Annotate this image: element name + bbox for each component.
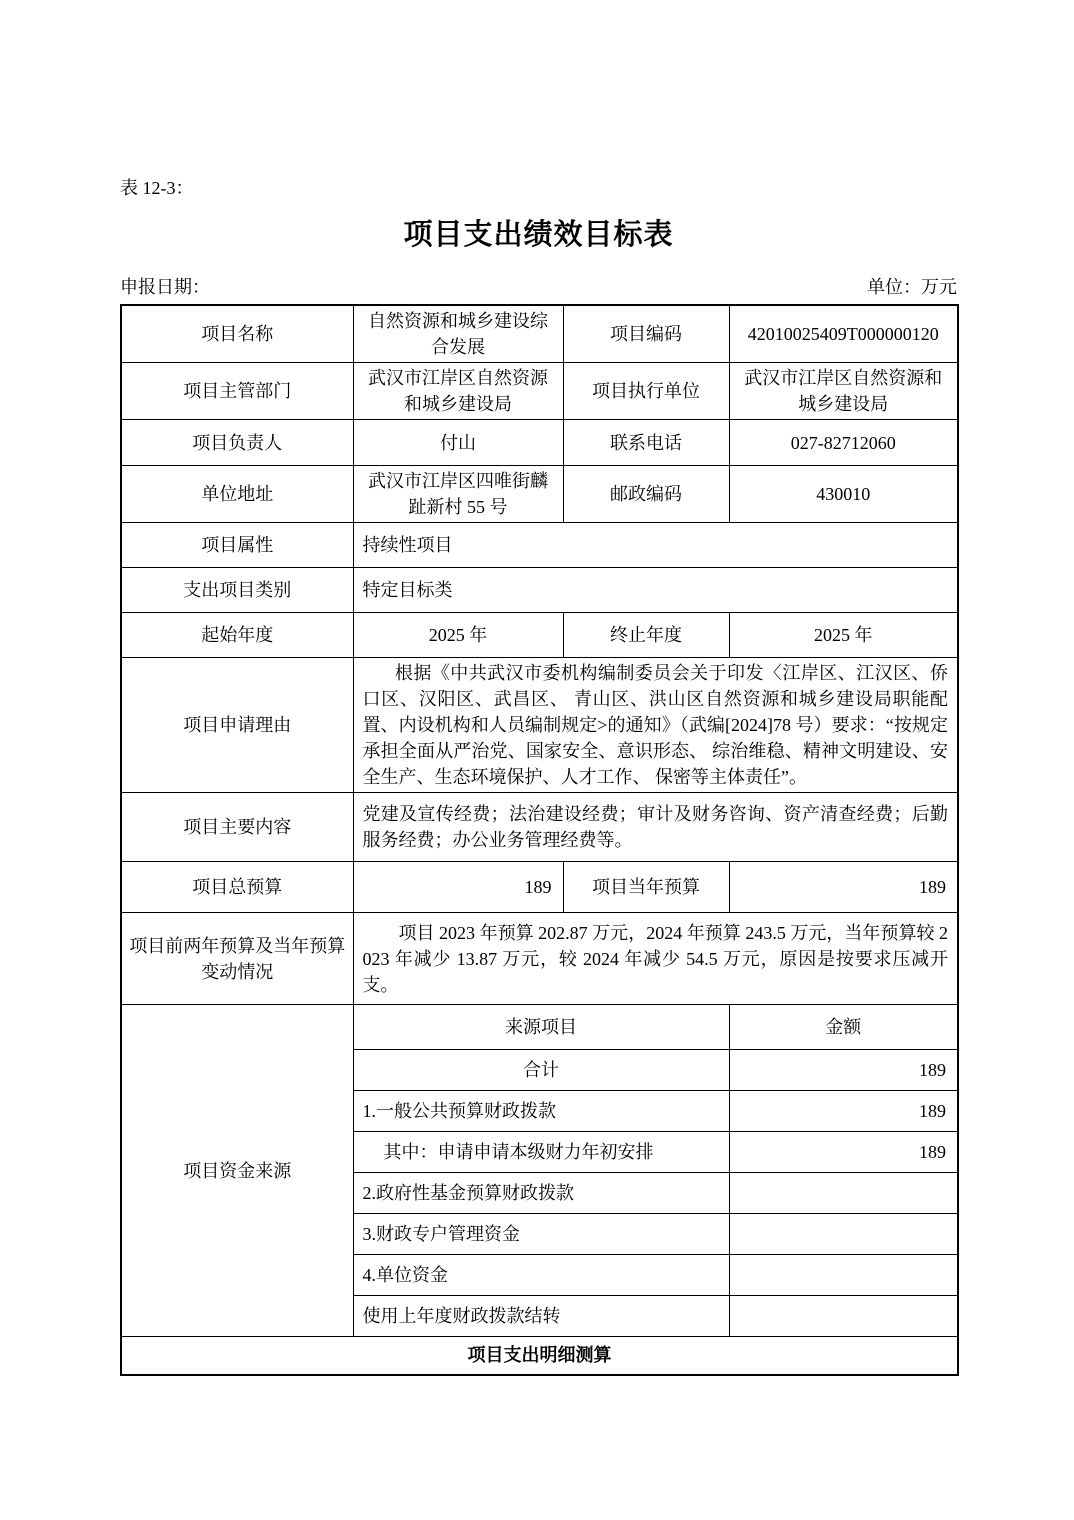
exec-unit-value: 武汉市江岸区自然资源和城乡建设局 bbox=[729, 363, 958, 420]
content-label: 项目主要内容 bbox=[121, 793, 353, 862]
table-row bbox=[121, 1005, 958, 1050]
phone-value: 027-82712060 bbox=[729, 420, 958, 466]
address-label: 单位地址 bbox=[121, 466, 353, 523]
table-row bbox=[121, 523, 958, 568]
category-value: 特定目标类 bbox=[353, 568, 958, 613]
end-year-value: 2025 年 bbox=[729, 613, 958, 658]
project-name-label: 项目名称 bbox=[121, 305, 353, 363]
project-name-value: 自然资源和城乡建设综合发展 bbox=[353, 305, 563, 363]
reason-text: 根据《中共武汉市委机构编制委员会关于印发〈江岸区、江汉区、侨口区、汉阳区、武昌区、 青山区、洪山区自然资源和城乡建设局职能配置、内设机构和人员编制规定>的通知》（武编[2024]78 号）要求：“按规定承担全面从严治党、国家安全、意识形态、 综治维稳、精神文明建设、安全生产、生态环境保护、人才工作、 保密等主体责任”。 bbox=[353, 658, 958, 793]
table-row bbox=[121, 793, 958, 862]
project-code-label: 项目编码 bbox=[563, 305, 729, 363]
table-row bbox=[121, 305, 958, 363]
postcode-value: 430010 bbox=[729, 466, 958, 523]
table-row bbox=[121, 913, 958, 1005]
meta-row bbox=[120, 273, 957, 299]
funding-amount-header: 金额 bbox=[729, 1005, 958, 1050]
table-row bbox=[121, 568, 958, 613]
reason-label: 项目申请理由 bbox=[121, 658, 353, 793]
attribute-label: 项目属性 bbox=[121, 523, 353, 568]
funding-row-name: 合计 bbox=[353, 1050, 729, 1091]
total-budget-label: 项目总预算 bbox=[121, 862, 353, 913]
funding-row-name: 使用上年度财政拨款结转 bbox=[353, 1296, 729, 1337]
content-text: 党建及宣传经费；法治建设经费；审计及财务咨询、资产清查经费；后勤服务经费；办公业务管理经费等。 bbox=[353, 793, 958, 862]
postcode-label: 邮政编码 bbox=[563, 466, 729, 523]
exec-unit-label: 项目执行单位 bbox=[563, 363, 729, 420]
funding-row-amount: 189 bbox=[729, 1091, 958, 1132]
declare-date-label: 申报日期： bbox=[120, 277, 210, 297]
table-row bbox=[121, 466, 958, 523]
funding-row-name: 其中：申请申请本级财力年初安排 bbox=[353, 1132, 729, 1173]
table-row bbox=[121, 658, 958, 793]
funding-row-amount bbox=[729, 1173, 958, 1214]
unit-label: 单位：万元 bbox=[867, 277, 957, 297]
start-year-label: 起始年度 bbox=[121, 613, 353, 658]
funding-row-name: 4.单位资金 bbox=[353, 1255, 729, 1296]
funding-row-amount: 189 bbox=[729, 1050, 958, 1091]
leader-label: 项目负责人 bbox=[121, 420, 353, 466]
address-value: 武汉市江岸区四唯街麟趾新村 55 号 bbox=[353, 466, 563, 523]
table-number: 表 12-3： bbox=[120, 178, 194, 198]
history-label: 项目前两年预算及当年预算变动情况 bbox=[121, 913, 353, 1005]
funding-row-amount: 189 bbox=[729, 1132, 958, 1173]
start-year-value: 2025 年 bbox=[353, 613, 563, 658]
end-year-label: 终止年度 bbox=[563, 613, 729, 658]
page-title: 项目支出绩效目标表 bbox=[403, 219, 674, 251]
table-row bbox=[121, 862, 958, 913]
table-row bbox=[121, 363, 958, 420]
funding-row-name: 1.一般公共预算财政拨款 bbox=[353, 1091, 729, 1132]
current-budget-value: 189 bbox=[729, 862, 958, 913]
current-budget-label: 项目当年预算 bbox=[563, 862, 729, 913]
table-row bbox=[121, 420, 958, 466]
leader-value: 付山 bbox=[353, 420, 563, 466]
funding-row-name: 3.财政专户管理资金 bbox=[353, 1214, 729, 1255]
attribute-value: 持续性项目 bbox=[353, 523, 958, 568]
phone-label: 联系电话 bbox=[563, 420, 729, 466]
funding-row-amount bbox=[729, 1296, 958, 1337]
table-row bbox=[121, 1337, 958, 1375]
history-text: 项目 2023 年预算 202.87 万元，2024 年预算 243.5 万元，当年预算较 2023 年减少 13.87 万元，较 2024 年减少 54.5 万元，原因是按要求压减开支。 bbox=[353, 913, 958, 1005]
funding-source-header: 来源项目 bbox=[353, 1005, 729, 1050]
section-footer-title: 项目支出明细测算 bbox=[121, 1337, 958, 1375]
dept-value: 武汉市江岸区自然资源和城乡建设局 bbox=[353, 363, 563, 420]
category-label: 支出项目类别 bbox=[121, 568, 353, 613]
funding-row-name: 2.政府性基金预算财政拨款 bbox=[353, 1173, 729, 1214]
total-budget-value: 189 bbox=[353, 862, 563, 913]
performance-target-table bbox=[120, 304, 959, 1376]
funding-row-amount bbox=[729, 1255, 958, 1296]
project-code-value: 42010025409T000000120 bbox=[729, 305, 958, 363]
dept-label: 项目主管部门 bbox=[121, 363, 353, 420]
table-row bbox=[121, 613, 958, 658]
funding-row-amount bbox=[729, 1214, 958, 1255]
funding-label: 项目资金来源 bbox=[121, 1005, 353, 1337]
